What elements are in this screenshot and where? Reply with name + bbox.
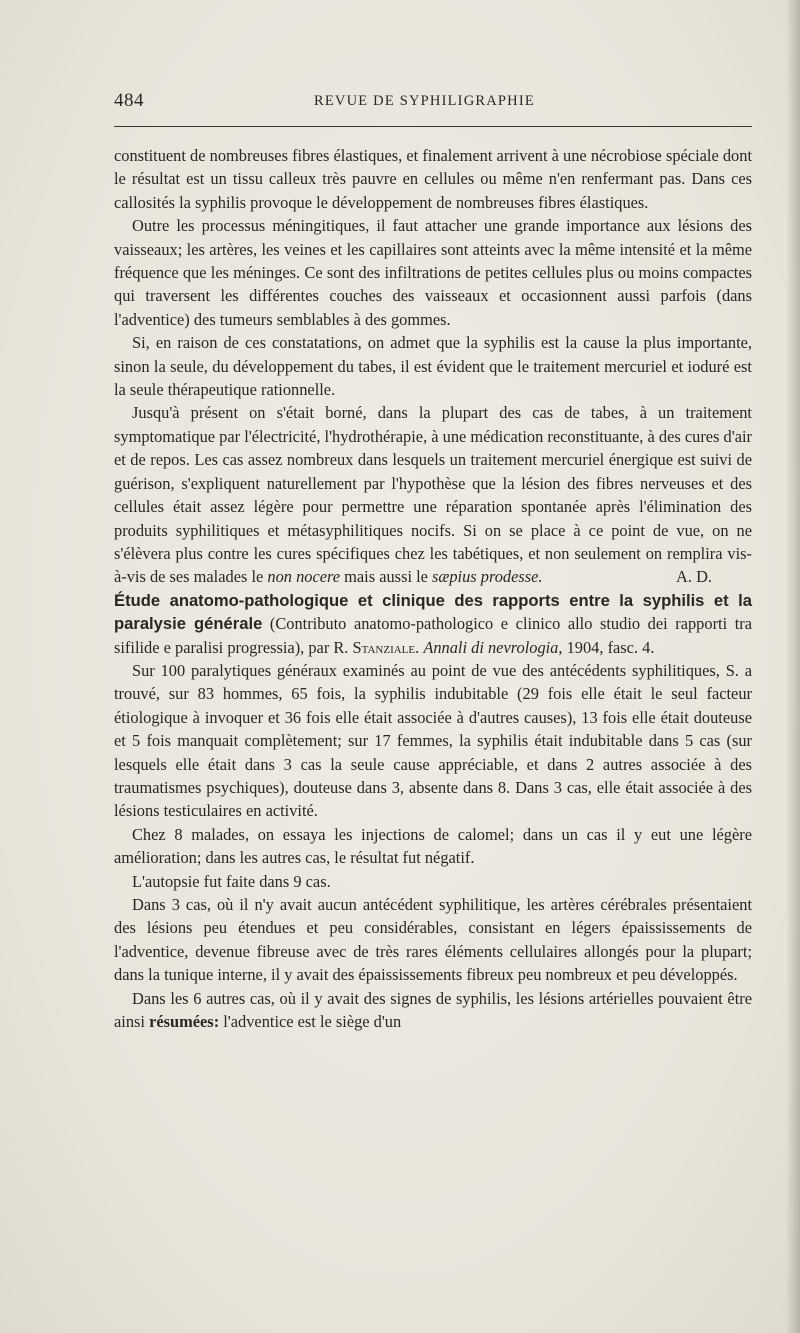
article-author: Stanziale	[352, 637, 416, 657]
article-title: Étude anatomo-pathologique et clinique des rapports entre la syphilis et la paralysie générale	[114, 590, 752, 634]
paragraph-8: Dans 3 cas, où il n'y avait aucun antécédent syphilitique, les artères cérébrales présentaient des lésions peu étendues et peu considérables, consistant en légers épaississements de l'adventice, devenue fibreuse avec de très rares éléments cellulaires allongés pour la plupart; dans la tunique interne, il y avait des épaississements fibreux peu nombreux et peu développés.	[114, 895, 752, 985]
paragraph-9-bold: résumées:	[149, 1012, 220, 1032]
paragraph-9-end: l'adventice est le siège d'un	[219, 1012, 402, 1032]
journal-name: Annali di nevrologia	[423, 637, 559, 657]
paragraph-5: Sur 100 paralytiques généraux examinés au point de vue des antécédents syphilitiques, S. a trouvé, sur 83 hommes, 65 fois, la syphilis indubitable (29 fois elle était le seul facteur étiologique à invoquer et 36 fois elle était associée à d'autres causes), 13 fois elle était douteuse et 5 fois manquait complètement; sur 17 femmes, la syphilis était indubitable dans 5 cas (sur lesquels elle était dans 3 cas la seule cause appréciable, et dans 2 autres associée à des traumatismes psychiques), douteuse dans 3, absente dans 8. Dans 3 cas, elle était associée à des lésions testiculaires en activité.	[114, 660, 752, 821]
article-reference-sep: .	[415, 637, 424, 657]
author-signature: A. D.	[676, 567, 712, 587]
latin-phrase-saepius-prodesse: sæpius prodesse.	[432, 567, 543, 587]
page-edge-shadow	[786, 0, 800, 1333]
paragraph-7: L'autopsie fut faite dans 9 cas.	[132, 871, 331, 891]
article-reference: (Contributo anatomo-pathologico e clinico allo studio dei rapporti tra sifilide e paralisi progressia), par R.	[114, 614, 752, 657]
page-number: 484	[114, 90, 144, 111]
paragraph-4-mid: mais aussi le	[340, 567, 433, 587]
page-header	[114, 90, 754, 114]
paragraph-6: Chez 8 malades, on essaya les injections de calomel; dans un cas il y eut une légère amélioration; dans les autres cas, le résultat fut négatif.	[114, 824, 752, 868]
body-text	[114, 144, 752, 1033]
paragraph-2: Outre les processus méningitiques, il faut attacher une grande importance aux lésions des vaisseaux; les artères, les veines et les capillaires sont atteints avec la même intensité et la même fréquence que les méninges. Ce sont des infiltrations de petites cellules plus ou moins compactes qui traversent les différentes couches des vaisseaux et occasionnent aussi parfois (dans l'adventice) des tumeurs semblables à des gommes.	[114, 216, 752, 329]
latin-phrase-non-nocere: non nocere	[267, 567, 341, 587]
running-title: REVUE DE SYPHILIGRAPHIE	[314, 93, 535, 109]
paragraph-4	[114, 401, 752, 588]
paragraph-9	[114, 987, 752, 1034]
paragraph-9-text: Dans les 6 autres cas, où il y avait des signes de syphilis, les lésions artérielles pouvaient être ainsi	[114, 988, 752, 1032]
article-heading	[114, 589, 752, 659]
article-reference-end: , 1904, fasc. 4.	[558, 637, 655, 657]
paragraph-4-text: Jusqu'à présent on s'était borné, dans la plupart des cas de tabes, à un traitement symptomatique par l'électricité, l'hydrothérapie, à une médication reconstituante, à des cures d'air et de repos. Les cas assez nombreux dans lesquels un traitement mercuriel énergique est suivi de guérison, s'expliquent naturellement par l'hypothèse que la lésion des fibres nerveuses et des cellules était assez légère pour permettre une réparation spontanée après l'élimination des produits syphilitiques et métasyphilitiques nocifs. Si on se place à ce point de vue, on ne s'élèvera plus contre les cures spécifiques chez les tabétiques, et non seulement on remplira vis-à-vis de ses malades le	[114, 403, 752, 587]
paragraph-3: Si, en raison de ces constatations, on admet que la syphilis est la cause la plus importante, sinon la seule, du développement du tabes, il est évident que le traitement mercuriel et ioduré est la seule thérapeutique rationnelle.	[114, 333, 752, 400]
paragraph-1: constituent de nombreuses fibres élastiques, et finalement arrivent à une nécrobiose spéciale dont le résultat est un tissu calleux très pauvre en cellules ou même n'en renfermant pas. Dans ces callosités la syphilis provoque le développement de nombreuses fibres élastiques.	[114, 146, 752, 212]
header-rule	[114, 126, 752, 127]
